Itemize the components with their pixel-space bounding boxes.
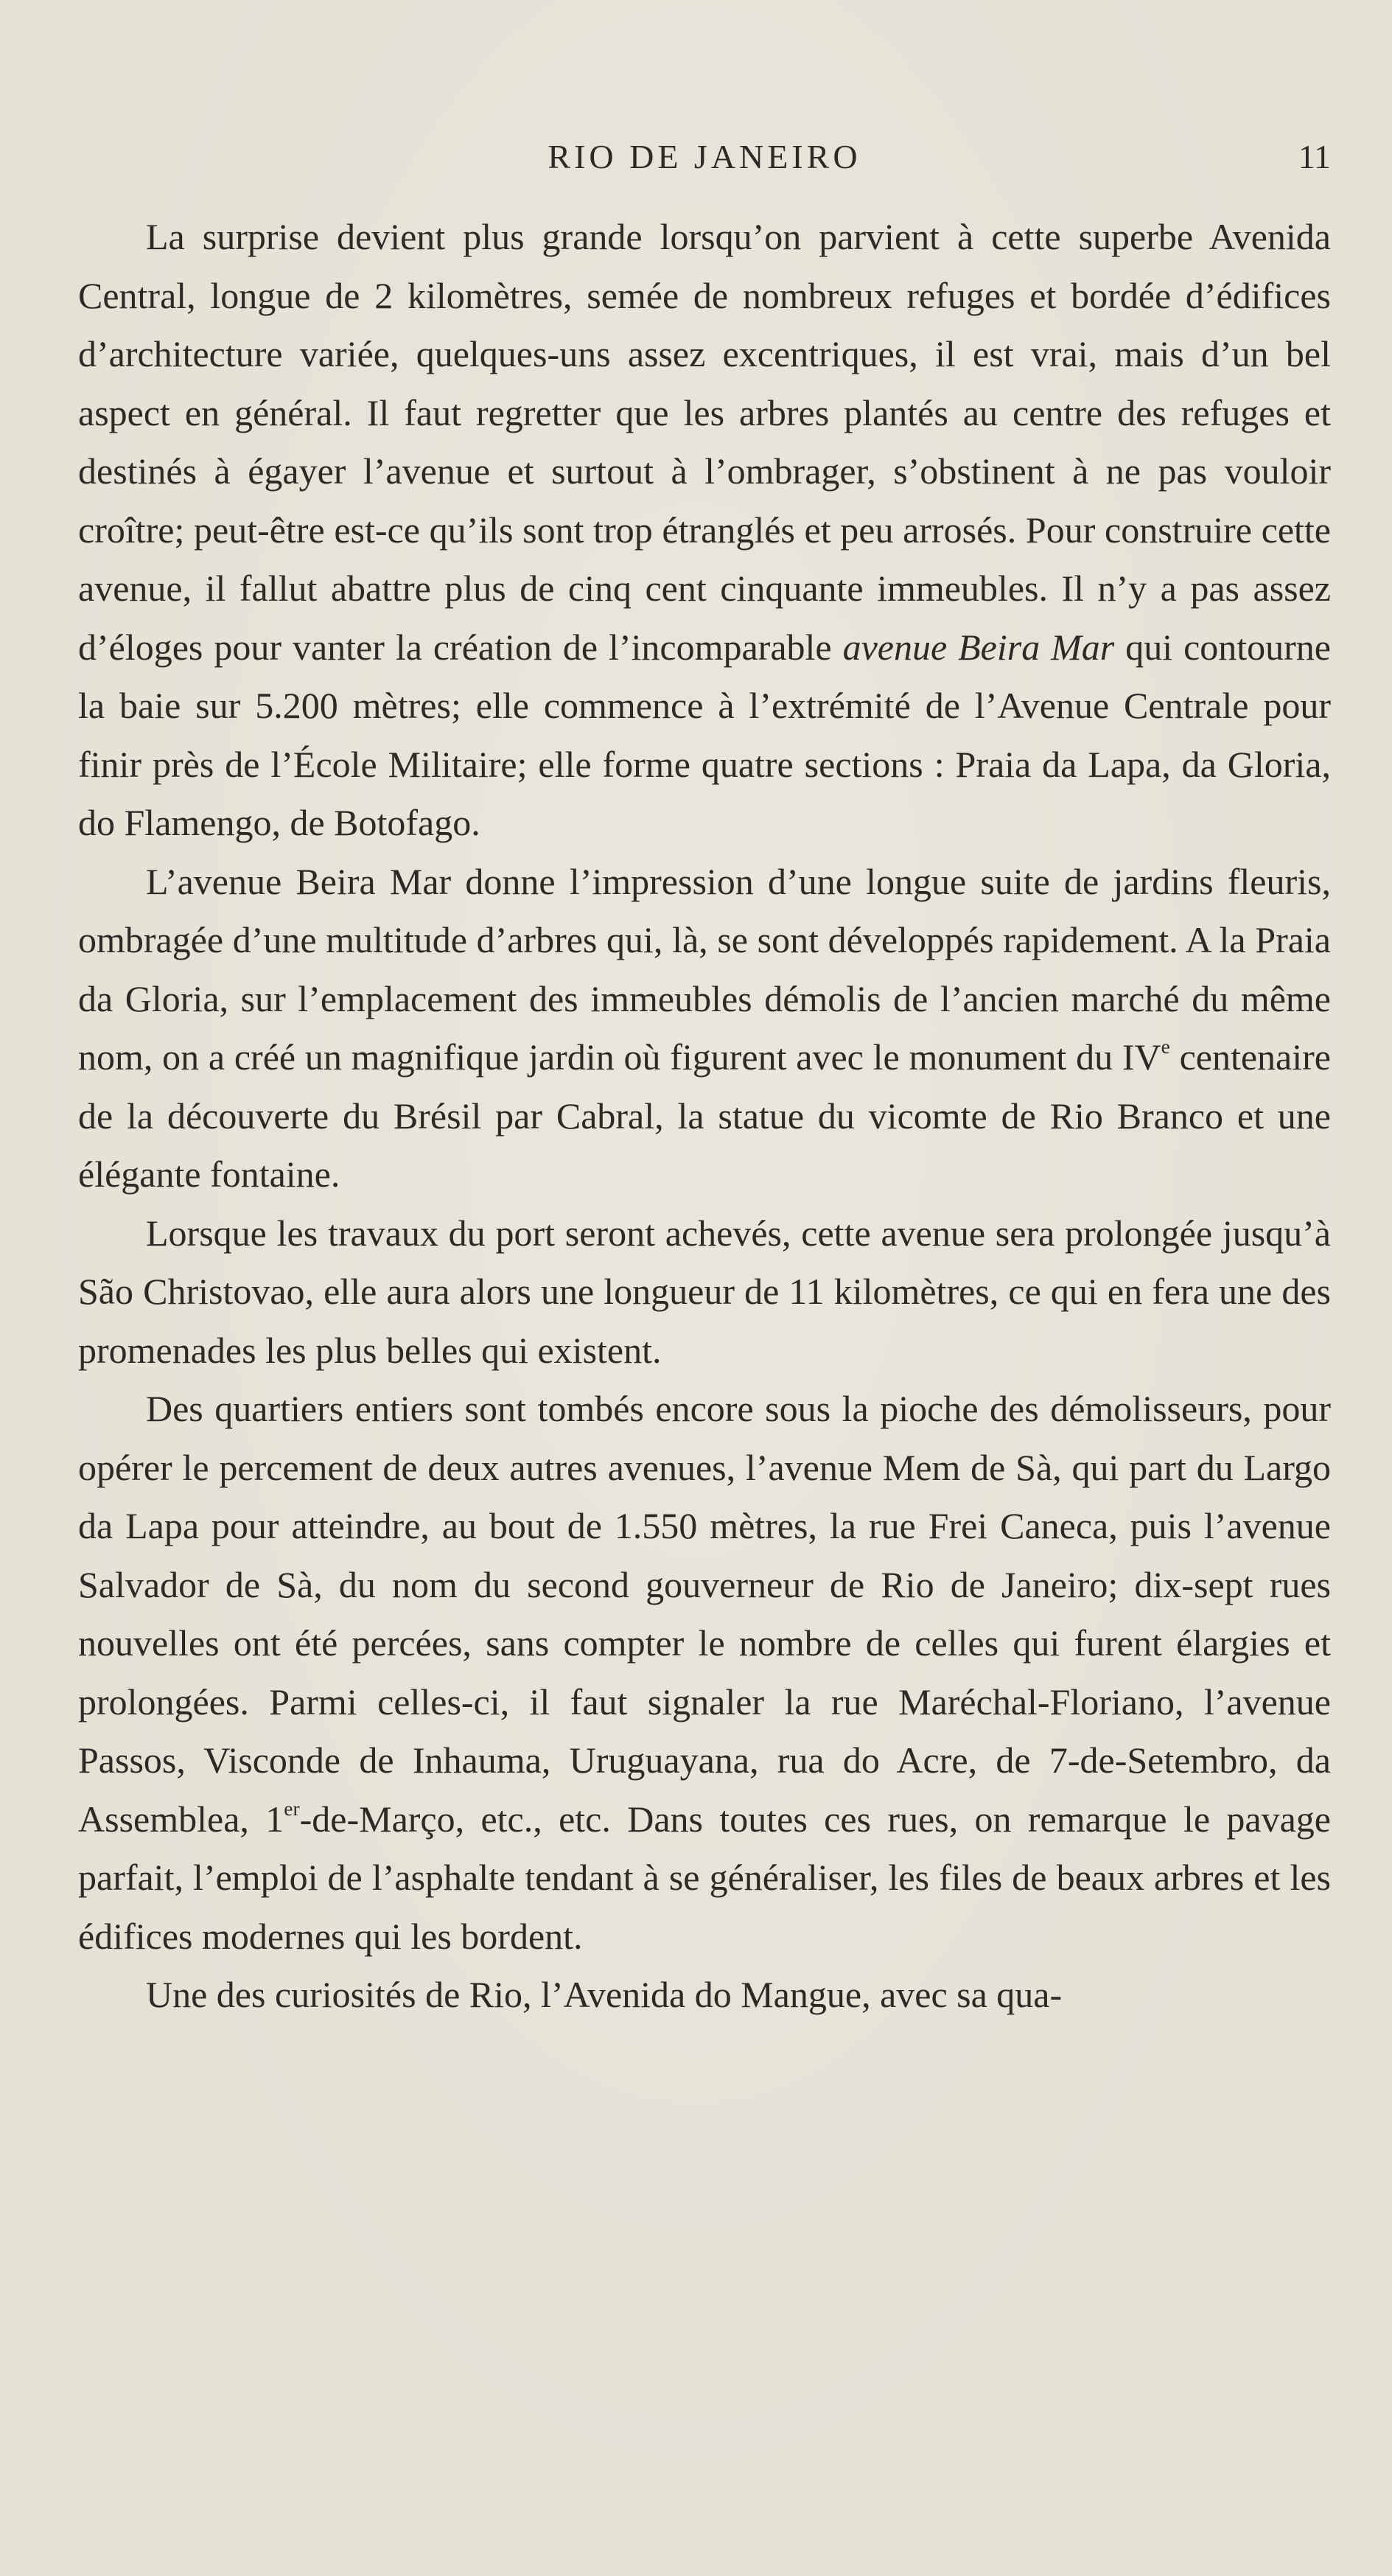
paragraph-new-avenues (78, 1380, 1331, 1966)
superscript: e (1161, 1035, 1170, 1058)
running-title: RIO DE JANEIRO (548, 138, 861, 175)
paragraph-text: Des quartiers entiers sont tombés encore sous la pioche des démolisseurs, pour opérer le percement de deux autres avenues, l’avenue Mem de Sà, qui part du Largo da Lapa pour atteindre, au bout de 1.550 mètres, la rue Frei Caneca, puis l’avenue Salvador de Sà, du nom du second gouverneur de Rio de Janeiro; dix-sept rues nouvelles ont été percées, sans compter le nombre de celles qui furent élargies et prolongées. Parmi celles-ci, il faut signaler la rue Maréchal-Floriano, l’avenue Passos, Visconde de Inhauma, Uruguayana, rua do Acre, de 7-de-Setembro, da Assemblea, 1 (78, 1388, 1331, 1840)
paragraph-avenida-mangue: Une des curiosités de Rio, l’Avenida do Mangue, avec sa qua- (146, 1974, 1063, 2015)
paragraph-text: qui contourne la baie sur 5.200 mètres; elle commence à l’extrémité de l’Avenue Centrale pour finir près de l’École Militaire; elle forme quatre sections : Praia da Lapa, da Gloria, do Flamengo, de Botofago. (78, 626, 1331, 843)
paragraph-text: L’avenue Beira Mar donne l’impression d’une longue suite de jardins fleuris, ombragée d’une multitude d’arbres qui, là, se sont développés rapidement. A la Praia da Gloria, sur l’emplacement des immeubles démolis de l’ancien marché du même nom, on a créé un magnifique jardin où figurent avec le monument du IV (78, 860, 1331, 1078)
paragraph-text: centenaire de la découverte du Brésil par Cabral, la statue du vicomte de Rio Branco et une élégante fontaine. (78, 1036, 1331, 1195)
body-text (78, 208, 1331, 2025)
paragraph-beira-mar (78, 853, 1331, 1204)
running-header (78, 131, 1331, 183)
paragraph-avenida-central (78, 208, 1331, 853)
paragraph-text: -de-Março, etc., etc. Dans toutes ces rues, on remarque le pavage parfait, l’emploi de l’asphalte tendant à se généraliser, les files de beaux arbres et les édifices modernes qui les bordent. (78, 1798, 1331, 1957)
page-number: 11 (1298, 138, 1331, 175)
italic-phrase: avenue Beira Mar (842, 626, 1115, 668)
paragraph-text: La surprise devient plus grande lorsqu’on parvient à cette superbe Avenida Central, longue de 2 kilomètres, semée de nombreux refuges et bordée d’édifices d’architecture variée, quelques-uns assez excentriques, il est vrai, mais d’un bel aspect en général. Il faut regretter que les arbres plantés au centre des refuges et destinés à égayer l’avenue et surtout à l’ombrager, s’obstinent à ne pas vouloir croître; peut-être est-ce qu’ils sont trop étranglés et peu arrosés. Pour construire cette avenue, il fallut abattre plus de cinq cent cinquante immeubles. Il n’y a pas assez d’éloges pour vanter la création de l’incomparable (78, 216, 1331, 668)
superscript: er (284, 1796, 300, 1820)
paragraph-port-works: Lorsque les travaux du port seront achevés, cette avenue sera prolongée jusqu’à São Christovao, elle aura alors une longueur de 11 kilomètres, ce qui en fera une des promenades les plus belles qui existent. (78, 1212, 1331, 1371)
